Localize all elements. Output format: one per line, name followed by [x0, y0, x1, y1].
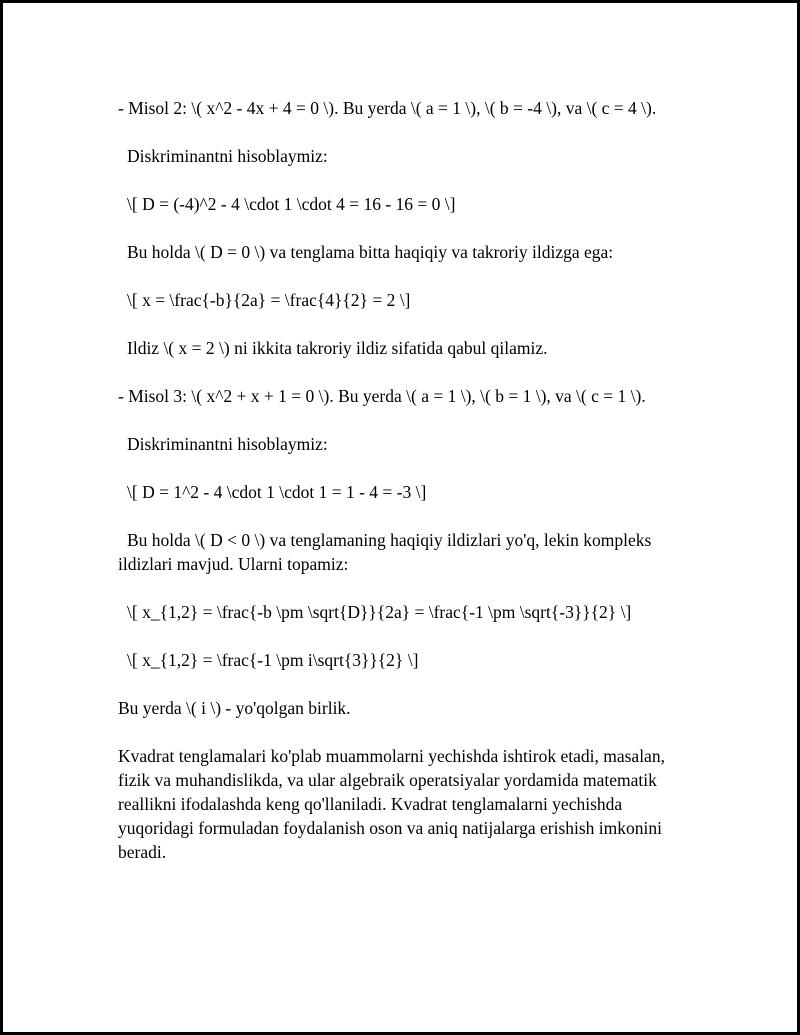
imaginary-unit-note: Bu yerda \( i \) - yo'qolgan birlik. — [118, 698, 351, 718]
misol3-intro: - Misol 3: \( x^2 + x + 1 = 0 \). Bu yerda \( a = 1 \), \( b = 1 \), va \( c = 1 \). — [118, 386, 646, 406]
misol3-formula-general: \[ x_{1,2} = \frac{-b \pm \sqrt{D}}{2a} = \frac{-1 \pm \sqrt{-3}}{2} \] — [127, 602, 632, 622]
misol3-disc-label: Diskriminantni hisoblaymiz: — [127, 434, 328, 454]
misol2-intro: - Misol 2: \( x^2 - 4x + 4 = 0 \). Bu yerda \( a = 1 \), \( b = -4 \), va \( c = 4 \). — [118, 98, 657, 118]
misol3-case-text: Bu holda \( D < 0 \) va tenglamaning haqiqiy ildizlari yo'q, lekin kompleks ildizlari mavjud. Ularni topamiz: — [118, 530, 652, 574]
misol2-disc-label: Diskriminantni hisoblaymiz: — [127, 146, 328, 166]
misol2-disc-formula: \[ D = (-4)^2 - 4 \cdot 1 \cdot 4 = 16 - 16 = 0 \] — [127, 194, 456, 214]
misol2-root-note: Ildiz \( x = 2 \) ni ikkita takroriy ildiz sifatida qabul qilamiz. — [127, 338, 548, 358]
misol2-root-formula: \[ x = \frac{-b}{2a} = \frac{4}{2} = 2 \] — [127, 290, 411, 310]
document-body — [118, 96, 698, 864]
misol3-formula-result: \[ x_{1,2} = \frac{-1 \pm i\sqrt{3}}{2} \] — [127, 650, 419, 670]
conclusion-paragraph: Kvadrat tenglamalari ko'plab muammolarni yechishda ishtirok etadi, masalan, fizik va muhandislikda, va ular algebraik operatsiyalar yordamida matematik reallikni ifodalashda keng qo'llaniladi. Kvadrat tenglamalarni yechishda yuqoridagi formuladan foydalanish oson va aniq natijalarga erishish imkonini beradi. — [118, 746, 665, 862]
misol3-disc-formula: \[ D = 1^2 - 4 \cdot 1 \cdot 1 = 1 - 4 = -3 \] — [127, 482, 427, 502]
misol2-case-text: Bu holda \( D = 0 \) va tenglama bitta haqiqiy va takroriy ildizga ega: — [127, 242, 614, 262]
